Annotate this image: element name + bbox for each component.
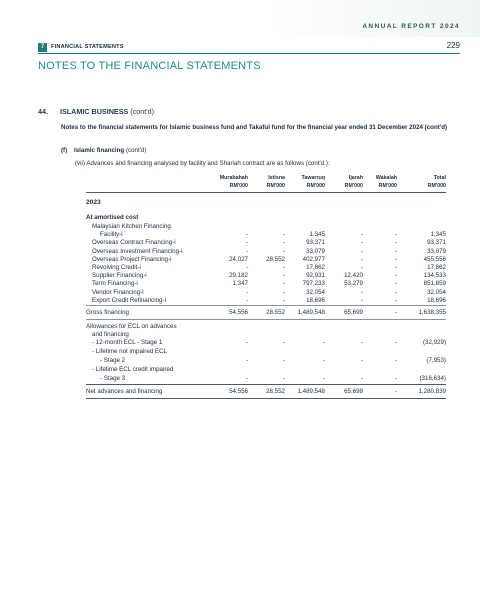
cell-value: -: [394, 288, 397, 296]
cell-value: -: [322, 357, 325, 364]
cell-value: -: [245, 288, 248, 296]
section-name: FINANCIAL STATEMENTS: [51, 44, 124, 50]
cell-value: -: [282, 296, 285, 304]
cell-value: 65,699: [344, 388, 363, 395]
cell-value: (7,953): [426, 357, 446, 364]
cell-value: 33,079: [427, 247, 446, 255]
row-label: - Lifetime not impaired ECL: [92, 348, 167, 355]
cell-value: 54,556: [229, 388, 248, 395]
row-label: - Lifetime ECL credit impaired: [92, 366, 174, 373]
cell-value: 455,556: [423, 255, 446, 263]
cell-value: -: [360, 255, 363, 263]
cell-value: 53,279: [344, 280, 363, 288]
cell-value: -: [282, 288, 285, 296]
row-label: - Stage 3: [100, 375, 126, 382]
page-number: 229: [446, 41, 460, 50]
cell-value: -: [360, 357, 363, 364]
row-label: Term Financing-i: [92, 280, 138, 288]
cell-value: 32,054: [306, 288, 325, 296]
cell-value: -: [360, 339, 363, 346]
cell-value: 28,552: [266, 388, 285, 395]
cell-value: 1,345: [430, 231, 446, 239]
cell-value: 1,489,548: [297, 309, 325, 316]
column-header-total: Total RM'000: [427, 175, 446, 189]
row-label: Net advances and financing: [86, 388, 163, 395]
column-header-murabahah: Murabahah RM'000: [219, 175, 248, 189]
cell-value: -: [394, 280, 397, 288]
cell-value: -: [360, 247, 363, 255]
cell-value: -: [245, 339, 248, 346]
row-label: - Stage 2: [100, 357, 126, 364]
gross-financing-row: [86, 309, 446, 318]
cell-value: 29,182: [229, 272, 248, 280]
cell-value: -: [282, 357, 285, 364]
cell-value: -: [394, 388, 397, 395]
cell-value: -: [282, 272, 285, 280]
cell-value: (316,634): [419, 375, 446, 382]
table-basis: At amortised cost: [86, 214, 139, 221]
cell-value: -: [245, 264, 248, 271]
row-label: - 12-month ECL - Stage 1: [92, 339, 163, 346]
cell-value: 65,699: [344, 309, 363, 316]
cell-value: -: [394, 375, 397, 382]
report-title: ANNUAL REPORT 2024: [362, 23, 460, 30]
table-year: 2023: [86, 199, 101, 206]
cell-value: -: [245, 375, 248, 382]
allowance-row: [86, 339, 446, 348]
net-bottom-rule: [86, 398, 446, 399]
cell-value: -: [322, 375, 325, 382]
allowance-row: [86, 357, 446, 366]
cell-value: 402,977: [302, 255, 325, 263]
column-header-ijarah: Ijarah RM'000: [344, 175, 363, 189]
header-divider: [38, 53, 460, 54]
cell-value: -: [360, 239, 363, 247]
cell-value: -: [322, 339, 325, 346]
cell-value: -: [394, 309, 397, 316]
subsection-continued: (cont'd): [125, 147, 147, 154]
cell-value: 797,233: [302, 280, 325, 288]
cell-value: (32,929): [422, 339, 446, 346]
row-label: Vendor Financing-i: [92, 288, 144, 296]
cell-value: -: [282, 247, 285, 255]
cell-value: 1,638,355: [418, 309, 446, 316]
column-header-wakalah: Wakalah RM'000: [375, 175, 397, 189]
cell-value: 33,079: [306, 247, 325, 255]
note-description: Notes to the financial statements for Islamic business fund and Takaful fund for the financial year ended 31 December 2024 (cont'd): [61, 124, 448, 131]
column-header-tawarruq: Tawarruq RM'000: [301, 175, 325, 189]
cell-value: -: [394, 357, 397, 364]
cell-value: -: [394, 247, 397, 255]
row-label: and financing: [92, 331, 129, 338]
cell-value: -: [282, 231, 285, 239]
row-label: Malaysian Kitchen Financing: [92, 223, 171, 230]
cell-value: 12,420: [344, 272, 363, 280]
cell-value: 134,533: [423, 272, 446, 280]
cell-value: -: [245, 296, 248, 304]
row-label: Allowances for ECL on advances: [86, 323, 177, 330]
subsection-letter: (f): [61, 147, 68, 154]
cell-value: 28,552: [266, 255, 285, 263]
allowance-row: [86, 348, 446, 357]
gross-bottom-rule: [86, 319, 446, 320]
row-label: Revolving Credit-i: [92, 264, 141, 271]
cell-value: -: [394, 339, 397, 346]
cell-value: -: [245, 239, 248, 247]
row-label: Supplier Financing-i: [92, 272, 147, 280]
cell-value: 32,054: [427, 288, 446, 296]
row-label: Export Credit Refinancing-i: [92, 296, 166, 304]
cell-value: -: [282, 264, 285, 271]
cell-value: -: [394, 239, 397, 247]
cell-value: -: [245, 357, 248, 364]
cell-value: -: [360, 375, 363, 382]
top-band-accent: [0, 0, 480, 37]
cell-value: -: [360, 231, 363, 239]
section-tab: [38, 42, 124, 52]
row-label: Overseas Contract Financing-i: [92, 239, 176, 247]
cell-value: -: [394, 272, 397, 280]
cell-value: 17,862: [427, 264, 446, 271]
cell-value: 851,859: [423, 280, 446, 288]
cell-value: -: [394, 264, 397, 271]
cell-value: -: [360, 288, 363, 296]
allowance-row: [86, 366, 446, 375]
cell-value: 92,931: [306, 272, 325, 280]
cell-value: -: [394, 231, 397, 239]
cell-value: 28,552: [266, 309, 285, 316]
gross-rule: [86, 305, 446, 306]
allowance-row: [86, 375, 446, 384]
cell-value: -: [282, 339, 285, 346]
note-number: 44.: [38, 107, 48, 116]
net-top-rule: [86, 384, 446, 385]
note-heading: [38, 107, 154, 116]
row-label: Overseas Investment Financing-i: [92, 247, 183, 255]
note-title: ISLAMIC BUSINESS: [60, 107, 129, 116]
net-financing-row: [86, 388, 446, 397]
cell-value: 93,371: [427, 239, 446, 247]
cell-value: -: [282, 280, 285, 288]
row-label: Facility-i: [100, 231, 123, 239]
subsection-description: (vii) Advances and financing analysed by facility and Shariah contract are as follows (cont'd.):: [75, 160, 330, 167]
cell-value: 18,696: [306, 296, 325, 304]
cell-value: 1,347: [232, 280, 248, 288]
cell-value: -: [245, 247, 248, 255]
cell-value: 1,280,839: [418, 388, 446, 395]
row-label: Gross financing: [86, 309, 129, 316]
note-continued: (cont'd): [130, 107, 155, 116]
table-header-rule: [86, 192, 446, 193]
cell-value: 24,027: [229, 255, 248, 263]
cell-value: 18,696: [427, 296, 446, 304]
cell-value: 93,371: [306, 239, 325, 247]
cell-value: 1,489,548: [297, 388, 325, 395]
cell-value: -: [360, 296, 363, 304]
notes-heading: NOTES TO THE FINANCIAL STATEMENTS: [38, 60, 261, 72]
subsection-title: Islamic financing: [74, 147, 125, 154]
cell-value: -: [282, 375, 285, 382]
subsection-heading: [61, 147, 146, 154]
cell-value: -: [245, 231, 248, 239]
section-number-badge: 7: [38, 43, 47, 52]
cell-value: 1,345: [309, 231, 325, 239]
cell-value: -: [394, 255, 397, 263]
cell-value: -: [394, 296, 397, 304]
cell-value: 54,556: [229, 309, 248, 316]
cell-value: -: [282, 239, 285, 247]
cell-value: 17,862: [306, 264, 325, 271]
row-label: Overseas Project Financing-i: [92, 255, 172, 263]
column-header-istisna: Istisna RM'000: [266, 175, 285, 189]
cell-value: -: [360, 264, 363, 271]
